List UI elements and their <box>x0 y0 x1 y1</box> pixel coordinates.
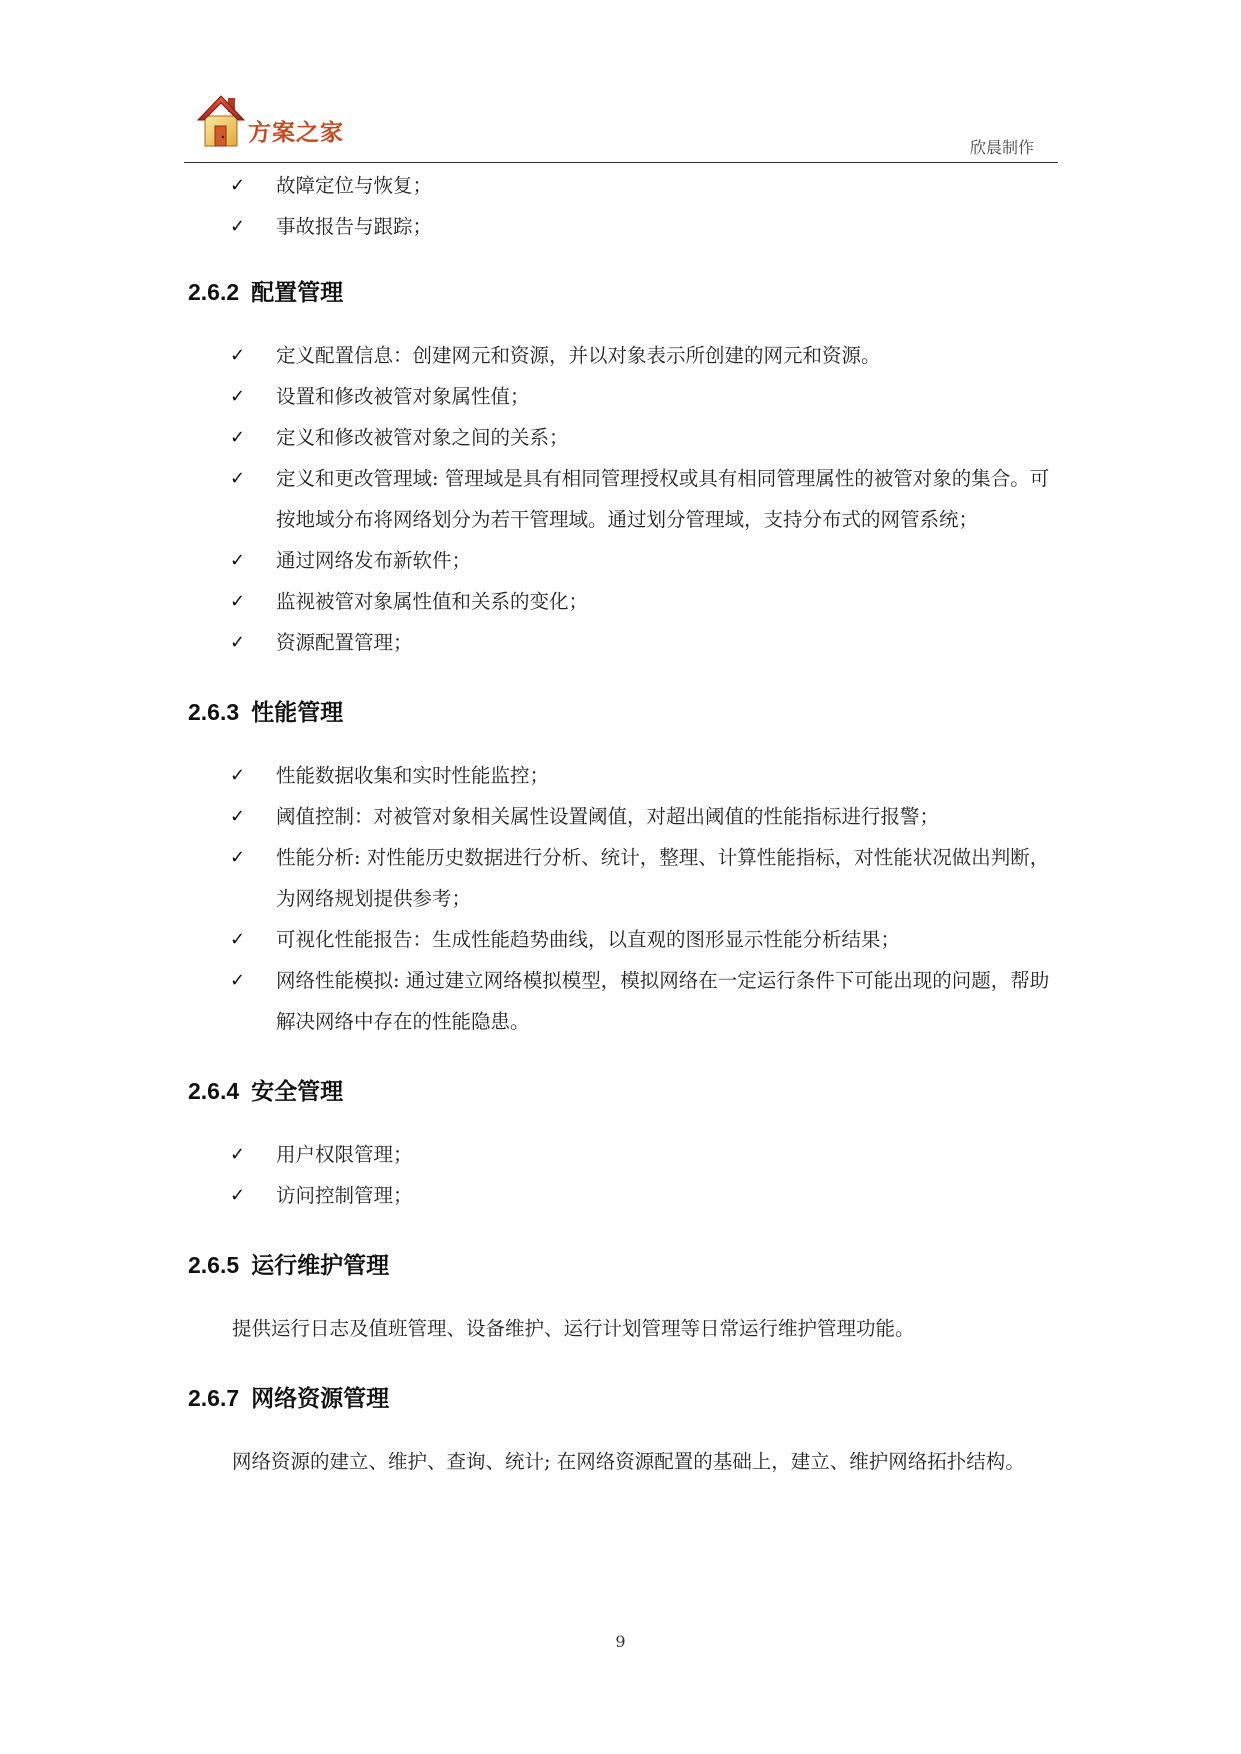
section-config <box>188 275 1058 663</box>
list-item: ✓ 可视化性能报告：生成性能趋势曲线，以直观的图形显示性能分析结果； <box>188 919 1058 960</box>
section-performance <box>188 695 1058 1042</box>
list-item: ✓ 通过网络发布新软件； <box>188 540 1058 581</box>
list-item: ✓ 性能分析: 对性能历史数据进行分析、统计，整理、计算性能指标，对性能状况做出判断，为网络规划提供参考； <box>188 837 1058 919</box>
checkmark-icon: ✓ <box>230 632 246 653</box>
bullet-list <box>188 1134 1058 1216</box>
checkmark-icon: ✓ <box>230 970 246 991</box>
bullet-list <box>188 755 1058 1042</box>
checkmark-icon: ✓ <box>230 765 246 786</box>
list-item: ✓ 定义和修改被管对象之间的关系； <box>188 417 1058 458</box>
list-item: ✓ 定义配置信息：创建网元和资源，并以对象表示所创建的网元和资源。 <box>188 335 1058 376</box>
top-list <box>188 165 1058 247</box>
checkmark-icon: ✓ <box>230 591 246 612</box>
section-paragraph: 提供运行日志及值班管理、设备维护、运行计划管理等日常运行维护管理功能。 <box>232 1317 915 1340</box>
bullet-list <box>188 335 1058 663</box>
house-icon <box>196 92 246 148</box>
section-security <box>188 1074 1058 1216</box>
page-number: 9 <box>615 1632 626 1651</box>
list-item: ✓ 监视被管对象属性值和关系的变化； <box>188 581 1058 622</box>
checkmark-icon: ✓ <box>230 1185 246 1206</box>
checkmark-icon: ✓ <box>230 216 246 237</box>
list-item: ✓ 性能数据收集和实时性能监控； <box>188 755 1058 796</box>
checkmark-icon: ✓ <box>230 929 246 950</box>
checkmark-icon: ✓ <box>230 427 246 448</box>
checkmark-icon: ✓ <box>230 806 246 827</box>
list-item: ✓ 访问控制管理； <box>188 1175 1058 1216</box>
section-heading: 2.6.2 配置管理 <box>188 279 344 305</box>
checkmark-icon: ✓ <box>230 1144 246 1165</box>
list-item: ✓ 定义和更改管理域: 管理域是具有相同管理授权或具有相同管理属性的被管对象的集合。可按地域分布将网络划分为若干管理域。通过划分管理域，支持分布式的网管系统； <box>188 458 1058 540</box>
list-item: ✓ 故障定位与恢复； <box>188 165 1058 206</box>
logo <box>196 92 366 152</box>
list-item: ✓ 网络性能模拟: 通过建立网络模拟模型，模拟网络在一定运行条件下可能出现的问题，帮助解决网络中存在的性能隐患。 <box>188 960 1058 1042</box>
section-paragraph: 网络资源的建立、维护、查询、统计; 在网络资源配置的基础上，建立、维护网络拓扑结构。 <box>232 1450 1025 1473</box>
section-heading: 2.6.7 网络资源管理 <box>188 1385 390 1411</box>
section-operations <box>188 1248 1058 1349</box>
checkmark-icon: ✓ <box>230 386 246 407</box>
section-heading: 2.6.5 运行维护管理 <box>188 1252 390 1278</box>
list-item: ✓ 阈值控制：对被管对象相关属性设置阈值，对超出阈值的性能指标进行报警； <box>188 796 1058 837</box>
section-heading: 2.6.4 安全管理 <box>188 1078 344 1104</box>
section-heading: 2.6.3 性能管理 <box>188 699 344 725</box>
header-maker: 欣晨制作 <box>969 138 1034 157</box>
checkmark-icon: ✓ <box>230 175 246 196</box>
list-item: ✓ 用户权限管理； <box>188 1134 1058 1175</box>
list-item: ✓ 设置和修改被管对象属性值； <box>188 376 1058 417</box>
checkmark-icon: ✓ <box>230 345 246 366</box>
checkmark-icon: ✓ <box>230 847 246 868</box>
checkmark-icon: ✓ <box>230 550 246 571</box>
page-header <box>0 0 1241 170</box>
checkmark-icon: ✓ <box>230 468 246 489</box>
list-item: ✓ 资源配置管理； <box>188 622 1058 663</box>
logo-text: 方案之家 <box>248 119 344 146</box>
section-network-resources <box>188 1381 1058 1482</box>
header-divider <box>184 162 1058 163</box>
document-body <box>188 165 1058 1482</box>
list-item: ✓ 事故报告与跟踪； <box>188 206 1058 247</box>
